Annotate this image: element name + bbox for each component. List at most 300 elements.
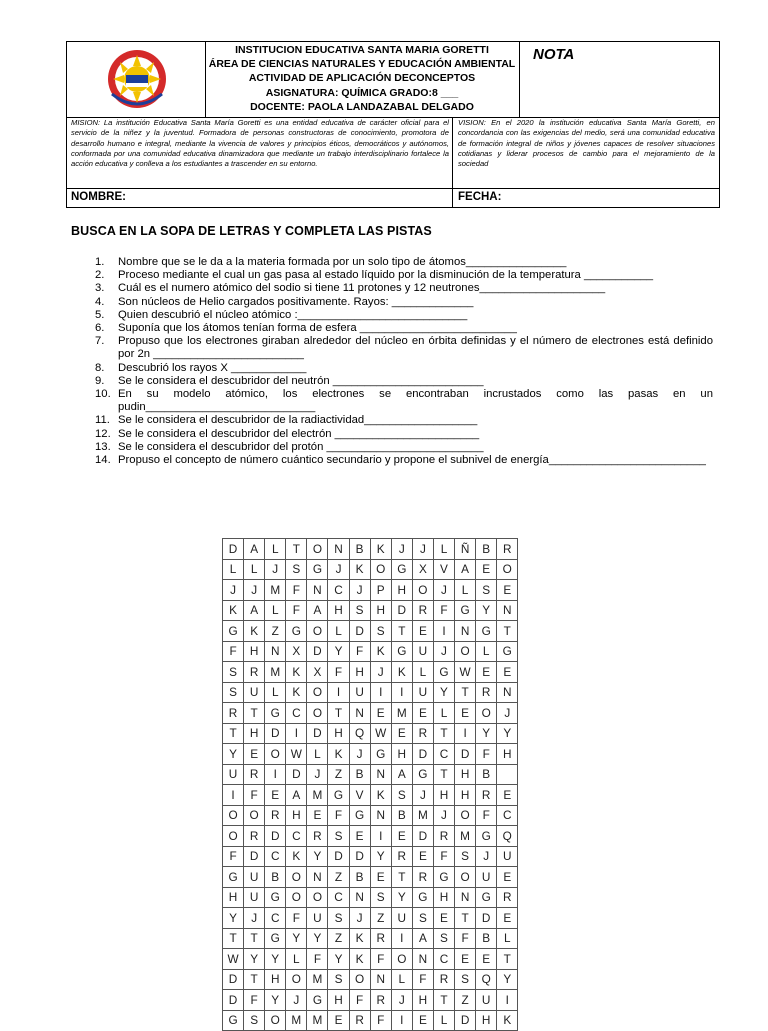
grid-cell[interactable]: T: [328, 703, 349, 724]
grid-cell[interactable]: L: [455, 580, 476, 601]
grid-cell[interactable]: O: [307, 682, 328, 703]
grid-cell[interactable]: M: [307, 1010, 328, 1031]
grid-cell[interactable]: I: [391, 682, 412, 703]
grid-cell[interactable]: D: [307, 723, 328, 744]
grid-cell[interactable]: D: [349, 621, 370, 642]
grid-cell[interactable]: E: [412, 703, 433, 724]
grid-cell[interactable]: E: [455, 703, 476, 724]
grid-cell[interactable]: T: [286, 539, 307, 560]
grid-cell[interactable]: X: [286, 641, 307, 662]
grid-cell[interactable]: D: [455, 1010, 476, 1031]
grid-cell[interactable]: I: [328, 682, 349, 703]
grid-cell[interactable]: J: [497, 703, 518, 724]
grid-cell[interactable]: A: [391, 764, 412, 785]
grid-cell[interactable]: K: [370, 539, 391, 560]
grid-cell[interactable]: U: [244, 682, 265, 703]
grid-cell[interactable]: C: [497, 805, 518, 826]
grid-cell[interactable]: B: [476, 539, 497, 560]
grid-cell[interactable]: F: [412, 969, 433, 990]
grid-cell[interactable]: E: [497, 867, 518, 888]
grid-cell[interactable]: F: [286, 600, 307, 621]
grid-cell[interactable]: J: [328, 559, 349, 580]
grid-cell[interactable]: Y: [370, 846, 391, 867]
grid-cell[interactable]: E: [433, 908, 454, 929]
grid-cell[interactable]: G: [307, 990, 328, 1011]
grid-cell[interactable]: G: [476, 621, 497, 642]
grid-cell[interactable]: S: [328, 908, 349, 929]
grid-cell[interactable]: R: [476, 682, 497, 703]
grid-cell[interactable]: G: [497, 641, 518, 662]
grid-cell[interactable]: F: [433, 846, 454, 867]
grid-cell[interactable]: H: [328, 600, 349, 621]
grid-cell[interactable]: Y: [328, 949, 349, 970]
grid-cell[interactable]: S: [223, 662, 244, 683]
grid-cell[interactable]: E: [328, 1010, 349, 1031]
grid-cell[interactable]: N: [370, 969, 391, 990]
grid-cell[interactable]: Q: [349, 723, 370, 744]
grid-cell[interactable]: O: [307, 703, 328, 724]
grid-cell[interactable]: G: [391, 641, 412, 662]
grid-cell[interactable]: R: [244, 764, 265, 785]
grid-cell[interactable]: G: [370, 744, 391, 765]
grid-cell[interactable]: U: [412, 682, 433, 703]
grid-cell[interactable]: O: [223, 826, 244, 847]
grid-cell[interactable]: N: [497, 600, 518, 621]
grid-cell[interactable]: K: [244, 621, 265, 642]
grid-cell[interactable]: F: [223, 641, 244, 662]
grid-cell[interactable]: [497, 764, 518, 785]
grid-cell[interactable]: B: [476, 764, 497, 785]
grid-cell[interactable]: R: [412, 723, 433, 744]
grid-cell[interactable]: N: [328, 539, 349, 560]
grid-cell[interactable]: D: [265, 826, 286, 847]
grid-cell[interactable]: O: [370, 559, 391, 580]
grid-cell[interactable]: F: [244, 990, 265, 1011]
grid-cell[interactable]: F: [328, 662, 349, 683]
grid-cell[interactable]: S: [286, 559, 307, 580]
grid-cell[interactable]: G: [433, 867, 454, 888]
grid-cell[interactable]: K: [223, 600, 244, 621]
grid-cell[interactable]: J: [349, 744, 370, 765]
grid-cell[interactable]: R: [433, 969, 454, 990]
grid-cell[interactable]: K: [391, 662, 412, 683]
grid-cell[interactable]: A: [412, 928, 433, 949]
grid-cell[interactable]: F: [433, 600, 454, 621]
grid-cell[interactable]: Y: [244, 949, 265, 970]
grid-cell[interactable]: R: [476, 785, 497, 806]
grid-cell[interactable]: Y: [265, 990, 286, 1011]
grid-cell[interactable]: H: [412, 990, 433, 1011]
grid-cell[interactable]: G: [412, 764, 433, 785]
grid-cell[interactable]: T: [433, 723, 454, 744]
grid-cell[interactable]: U: [349, 682, 370, 703]
grid-cell[interactable]: R: [265, 805, 286, 826]
grid-cell[interactable]: R: [497, 539, 518, 560]
grid-cell[interactable]: C: [265, 846, 286, 867]
grid-cell[interactable]: S: [455, 846, 476, 867]
grid-cell[interactable]: H: [433, 887, 454, 908]
grid-cell[interactable]: U: [412, 641, 433, 662]
grid-cell[interactable]: A: [307, 600, 328, 621]
grid-cell[interactable]: T: [244, 969, 265, 990]
grid-cell[interactable]: S: [244, 1010, 265, 1031]
grid-cell[interactable]: Y: [497, 723, 518, 744]
grid-cell[interactable]: S: [412, 908, 433, 929]
grid-cell[interactable]: Y: [497, 969, 518, 990]
grid-cell[interactable]: U: [244, 887, 265, 908]
grid-cell[interactable]: H: [286, 805, 307, 826]
grid-cell[interactable]: J: [433, 580, 454, 601]
grid-cell[interactable]: E: [370, 867, 391, 888]
grid-cell[interactable]: I: [265, 764, 286, 785]
grid-cell[interactable]: O: [412, 580, 433, 601]
grid-cell[interactable]: H: [223, 887, 244, 908]
grid-cell[interactable]: T: [223, 928, 244, 949]
grid-cell[interactable]: M: [307, 969, 328, 990]
student-name-field[interactable]: NOMBRE:: [67, 188, 453, 207]
grid-cell[interactable]: U: [244, 867, 265, 888]
grid-cell[interactable]: C: [286, 826, 307, 847]
grid-cell[interactable]: N: [349, 887, 370, 908]
grid-cell[interactable]: T: [433, 990, 454, 1011]
grid-cell[interactable]: I: [455, 723, 476, 744]
grid-cell[interactable]: U: [476, 867, 497, 888]
grid-cell[interactable]: G: [223, 867, 244, 888]
grid-cell[interactable]: J: [244, 580, 265, 601]
grid-cell[interactable]: E: [476, 662, 497, 683]
grid-cell[interactable]: R: [497, 887, 518, 908]
grid-cell[interactable]: F: [286, 908, 307, 929]
grid-cell[interactable]: J: [433, 641, 454, 662]
grid-cell[interactable]: A: [244, 600, 265, 621]
grid-cell[interactable]: C: [433, 744, 454, 765]
grid-cell[interactable]: I: [433, 621, 454, 642]
grid-cell[interactable]: H: [455, 764, 476, 785]
grid-cell[interactable]: D: [349, 846, 370, 867]
grid-cell[interactable]: B: [391, 805, 412, 826]
grid-cell[interactable]: C: [433, 949, 454, 970]
grid-cell[interactable]: I: [391, 928, 412, 949]
grid-cell[interactable]: R: [307, 826, 328, 847]
grid-cell[interactable]: J: [433, 805, 454, 826]
grid-cell[interactable]: T: [497, 621, 518, 642]
grid-cell[interactable]: F: [244, 785, 265, 806]
grid-cell[interactable]: J: [223, 580, 244, 601]
grid-cell[interactable]: O: [307, 621, 328, 642]
grid-cell[interactable]: J: [391, 990, 412, 1011]
grid-cell[interactable]: B: [349, 539, 370, 560]
grid-cell[interactable]: M: [286, 1010, 307, 1031]
grid-cell[interactable]: Z: [265, 621, 286, 642]
grid-cell[interactable]: G: [476, 887, 497, 908]
grid-cell[interactable]: I: [497, 990, 518, 1011]
grid-cell[interactable]: H: [244, 641, 265, 662]
grid-cell[interactable]: E: [412, 846, 433, 867]
grid-cell[interactable]: Y: [223, 908, 244, 929]
grid-cell[interactable]: W: [455, 662, 476, 683]
grid-cell[interactable]: O: [307, 887, 328, 908]
grid-cell[interactable]: G: [476, 826, 497, 847]
grid-cell[interactable]: Y: [265, 949, 286, 970]
grid-cell[interactable]: T: [244, 928, 265, 949]
grid-cell[interactable]: Z: [370, 908, 391, 929]
grid-cell[interactable]: L: [433, 539, 454, 560]
grid-cell[interactable]: B: [349, 867, 370, 888]
grid-cell[interactable]: G: [433, 662, 454, 683]
grid-cell[interactable]: H: [433, 785, 454, 806]
grid-cell[interactable]: C: [265, 908, 286, 929]
grid-cell[interactable]: Y: [476, 600, 497, 621]
grid-cell[interactable]: G: [412, 887, 433, 908]
grid-cell[interactable]: S: [370, 887, 391, 908]
grid-cell[interactable]: O: [265, 744, 286, 765]
grid-cell[interactable]: L: [497, 928, 518, 949]
grid-cell[interactable]: O: [307, 539, 328, 560]
grid-cell[interactable]: K: [286, 682, 307, 703]
grid-cell[interactable]: R: [244, 662, 265, 683]
grid-cell[interactable]: E: [497, 580, 518, 601]
grid-cell[interactable]: X: [412, 559, 433, 580]
grid-cell[interactable]: P: [370, 580, 391, 601]
grid-cell[interactable]: N: [307, 867, 328, 888]
grid-cell[interactable]: H: [349, 662, 370, 683]
grid-cell[interactable]: R: [244, 826, 265, 847]
grid-cell[interactable]: R: [412, 600, 433, 621]
grid-cell[interactable]: Y: [391, 887, 412, 908]
grid-cell[interactable]: Z: [328, 867, 349, 888]
grid-cell[interactable]: E: [349, 826, 370, 847]
grid-cell[interactable]: E: [412, 1010, 433, 1031]
grid-cell[interactable]: M: [412, 805, 433, 826]
grid-cell[interactable]: G: [223, 1010, 244, 1031]
grid-cell[interactable]: Y: [328, 641, 349, 662]
grid-cell[interactable]: E: [307, 805, 328, 826]
grid-cell[interactable]: E: [265, 785, 286, 806]
grid-cell[interactable]: L: [433, 703, 454, 724]
grid-cell[interactable]: D: [244, 846, 265, 867]
grid-cell[interactable]: L: [476, 641, 497, 662]
grid-cell[interactable]: O: [497, 559, 518, 580]
grid-cell[interactable]: M: [265, 580, 286, 601]
grid-cell[interactable]: O: [244, 805, 265, 826]
grid-cell[interactable]: J: [349, 580, 370, 601]
grid-cell[interactable]: W: [370, 723, 391, 744]
grid-cell[interactable]: E: [476, 949, 497, 970]
grid-cell[interactable]: G: [455, 600, 476, 621]
grid-cell[interactable]: J: [307, 764, 328, 785]
grid-cell[interactable]: G: [265, 887, 286, 908]
grid-cell[interactable]: L: [265, 539, 286, 560]
grid-cell[interactable]: T: [455, 908, 476, 929]
grid-cell[interactable]: S: [223, 682, 244, 703]
grid-cell[interactable]: N: [265, 641, 286, 662]
grid-cell[interactable]: L: [286, 949, 307, 970]
grid-cell[interactable]: S: [455, 969, 476, 990]
grid-cell[interactable]: J: [476, 846, 497, 867]
grid-cell[interactable]: L: [307, 744, 328, 765]
grid-cell[interactable]: N: [455, 621, 476, 642]
grid-cell[interactable]: J: [391, 539, 412, 560]
grid-cell[interactable]: Z: [328, 764, 349, 785]
grid-cell[interactable]: K: [349, 559, 370, 580]
grid-cell[interactable]: L: [244, 559, 265, 580]
grid-cell[interactable]: H: [265, 969, 286, 990]
grid-cell[interactable]: E: [391, 723, 412, 744]
grid-cell[interactable]: R: [370, 928, 391, 949]
grid-cell[interactable]: J: [412, 539, 433, 560]
grid-cell[interactable]: G: [328, 785, 349, 806]
grid-cell[interactable]: Y: [223, 744, 244, 765]
grid-cell[interactable]: W: [223, 949, 244, 970]
grid-cell[interactable]: J: [265, 559, 286, 580]
grid-cell[interactable]: H: [328, 990, 349, 1011]
grid-cell[interactable]: Q: [497, 826, 518, 847]
grid-cell[interactable]: Y: [307, 846, 328, 867]
grid-cell[interactable]: S: [328, 969, 349, 990]
grid-cell[interactable]: F: [349, 990, 370, 1011]
grid-cell[interactable]: R: [370, 990, 391, 1011]
grid-cell[interactable]: G: [391, 559, 412, 580]
grid-cell[interactable]: I: [370, 826, 391, 847]
grid-cell[interactable]: E: [455, 949, 476, 970]
grid-cell[interactable]: K: [370, 641, 391, 662]
grid-cell[interactable]: U: [497, 846, 518, 867]
grid-cell[interactable]: O: [455, 867, 476, 888]
grid-cell[interactable]: V: [349, 785, 370, 806]
grid-cell[interactable]: Z: [328, 928, 349, 949]
grid-cell[interactable]: D: [412, 826, 433, 847]
grid-cell[interactable]: J: [370, 662, 391, 683]
grid-cell[interactable]: B: [476, 928, 497, 949]
grid-cell[interactable]: J: [349, 908, 370, 929]
grid-cell[interactable]: O: [286, 969, 307, 990]
grid-cell[interactable]: S: [391, 785, 412, 806]
grid-cell[interactable]: F: [307, 949, 328, 970]
grid-cell[interactable]: U: [223, 764, 244, 785]
grid-cell[interactable]: K: [349, 949, 370, 970]
grid-cell[interactable]: O: [223, 805, 244, 826]
grid-cell[interactable]: H: [497, 744, 518, 765]
grid-cell[interactable]: N: [412, 949, 433, 970]
grid-cell[interactable]: K: [286, 846, 307, 867]
grid-cell[interactable]: H: [328, 723, 349, 744]
grid-cell[interactable]: X: [307, 662, 328, 683]
grid-cell[interactable]: G: [223, 621, 244, 642]
grid-cell[interactable]: D: [286, 764, 307, 785]
grid-cell[interactable]: H: [370, 600, 391, 621]
grid-cell[interactable]: R: [223, 703, 244, 724]
grid-cell[interactable]: T: [244, 703, 265, 724]
grid-cell[interactable]: E: [370, 703, 391, 724]
grid-cell[interactable]: K: [328, 744, 349, 765]
grid-cell[interactable]: E: [412, 621, 433, 642]
grid-cell[interactable]: N: [370, 805, 391, 826]
grid-cell[interactable]: L: [223, 559, 244, 580]
grid-cell[interactable]: A: [455, 559, 476, 580]
grid-cell[interactable]: L: [412, 662, 433, 683]
grid-cell[interactable]: C: [328, 887, 349, 908]
grid-cell[interactable]: L: [391, 969, 412, 990]
grid-cell[interactable]: D: [328, 846, 349, 867]
grid-cell[interactable]: S: [370, 621, 391, 642]
grid-cell[interactable]: U: [391, 908, 412, 929]
grid-cell[interactable]: K: [497, 1010, 518, 1031]
grid-cell[interactable]: D: [391, 600, 412, 621]
grid-cell[interactable]: D: [223, 969, 244, 990]
grid-cell[interactable]: S: [433, 928, 454, 949]
grid-cell[interactable]: Z: [455, 990, 476, 1011]
grid-cell[interactable]: F: [286, 580, 307, 601]
grid-cell[interactable]: N: [455, 887, 476, 908]
grid-cell[interactable]: L: [328, 621, 349, 642]
grid-cell[interactable]: F: [223, 846, 244, 867]
grid-cell[interactable]: N: [370, 764, 391, 785]
grid-cell[interactable]: O: [455, 641, 476, 662]
grid-cell[interactable]: H: [455, 785, 476, 806]
grid-cell[interactable]: A: [244, 539, 265, 560]
grid-cell[interactable]: L: [265, 682, 286, 703]
grid-cell[interactable]: D: [476, 908, 497, 929]
grid-cell[interactable]: K: [370, 785, 391, 806]
grid-cell[interactable]: C: [328, 580, 349, 601]
grid-cell[interactable]: J: [244, 908, 265, 929]
grid-cell[interactable]: H: [391, 744, 412, 765]
grid-cell[interactable]: M: [307, 785, 328, 806]
grid-cell[interactable]: T: [455, 682, 476, 703]
grid-cell[interactable]: M: [391, 703, 412, 724]
grid-cell[interactable]: F: [370, 949, 391, 970]
grid-cell[interactable]: N: [497, 682, 518, 703]
grid-cell[interactable]: E: [244, 744, 265, 765]
grid-cell[interactable]: U: [307, 908, 328, 929]
grid-cell[interactable]: H: [476, 1010, 497, 1031]
grid-cell[interactable]: J: [286, 990, 307, 1011]
grid-cell[interactable]: Y: [286, 928, 307, 949]
grid-cell[interactable]: E: [497, 785, 518, 806]
grid-cell[interactable]: O: [391, 949, 412, 970]
grid-cell[interactable]: M: [455, 826, 476, 847]
grid-cell[interactable]: O: [265, 1010, 286, 1031]
grid-cell[interactable]: Y: [433, 682, 454, 703]
grid-cell[interactable]: B: [349, 764, 370, 785]
grid-cell[interactable]: N: [349, 703, 370, 724]
grid-cell[interactable]: S: [476, 580, 497, 601]
grid-cell[interactable]: T: [391, 867, 412, 888]
grid-cell[interactable]: O: [476, 703, 497, 724]
grid-cell[interactable]: R: [412, 867, 433, 888]
grid-cell[interactable]: F: [349, 641, 370, 662]
date-field[interactable]: FECHA:: [458, 191, 502, 203]
grid-cell[interactable]: E: [497, 908, 518, 929]
grid-cell[interactable]: N: [307, 580, 328, 601]
grid-cell[interactable]: K: [349, 928, 370, 949]
grid-cell[interactable]: I: [286, 723, 307, 744]
grid-cell[interactable]: R: [433, 826, 454, 847]
grid-cell[interactable]: G: [265, 703, 286, 724]
grid-cell[interactable]: G: [349, 805, 370, 826]
grid-cell[interactable]: O: [349, 969, 370, 990]
grid-cell[interactable]: E: [391, 826, 412, 847]
grid-cell[interactable]: D: [307, 641, 328, 662]
grid-cell[interactable]: L: [265, 600, 286, 621]
grid-cell[interactable]: T: [497, 949, 518, 970]
grid-cell[interactable]: O: [286, 887, 307, 908]
grid-cell[interactable]: O: [455, 805, 476, 826]
grid-cell[interactable]: R: [391, 846, 412, 867]
grid-cell[interactable]: F: [476, 805, 497, 826]
grid-cell[interactable]: W: [286, 744, 307, 765]
grid-cell[interactable]: F: [328, 805, 349, 826]
